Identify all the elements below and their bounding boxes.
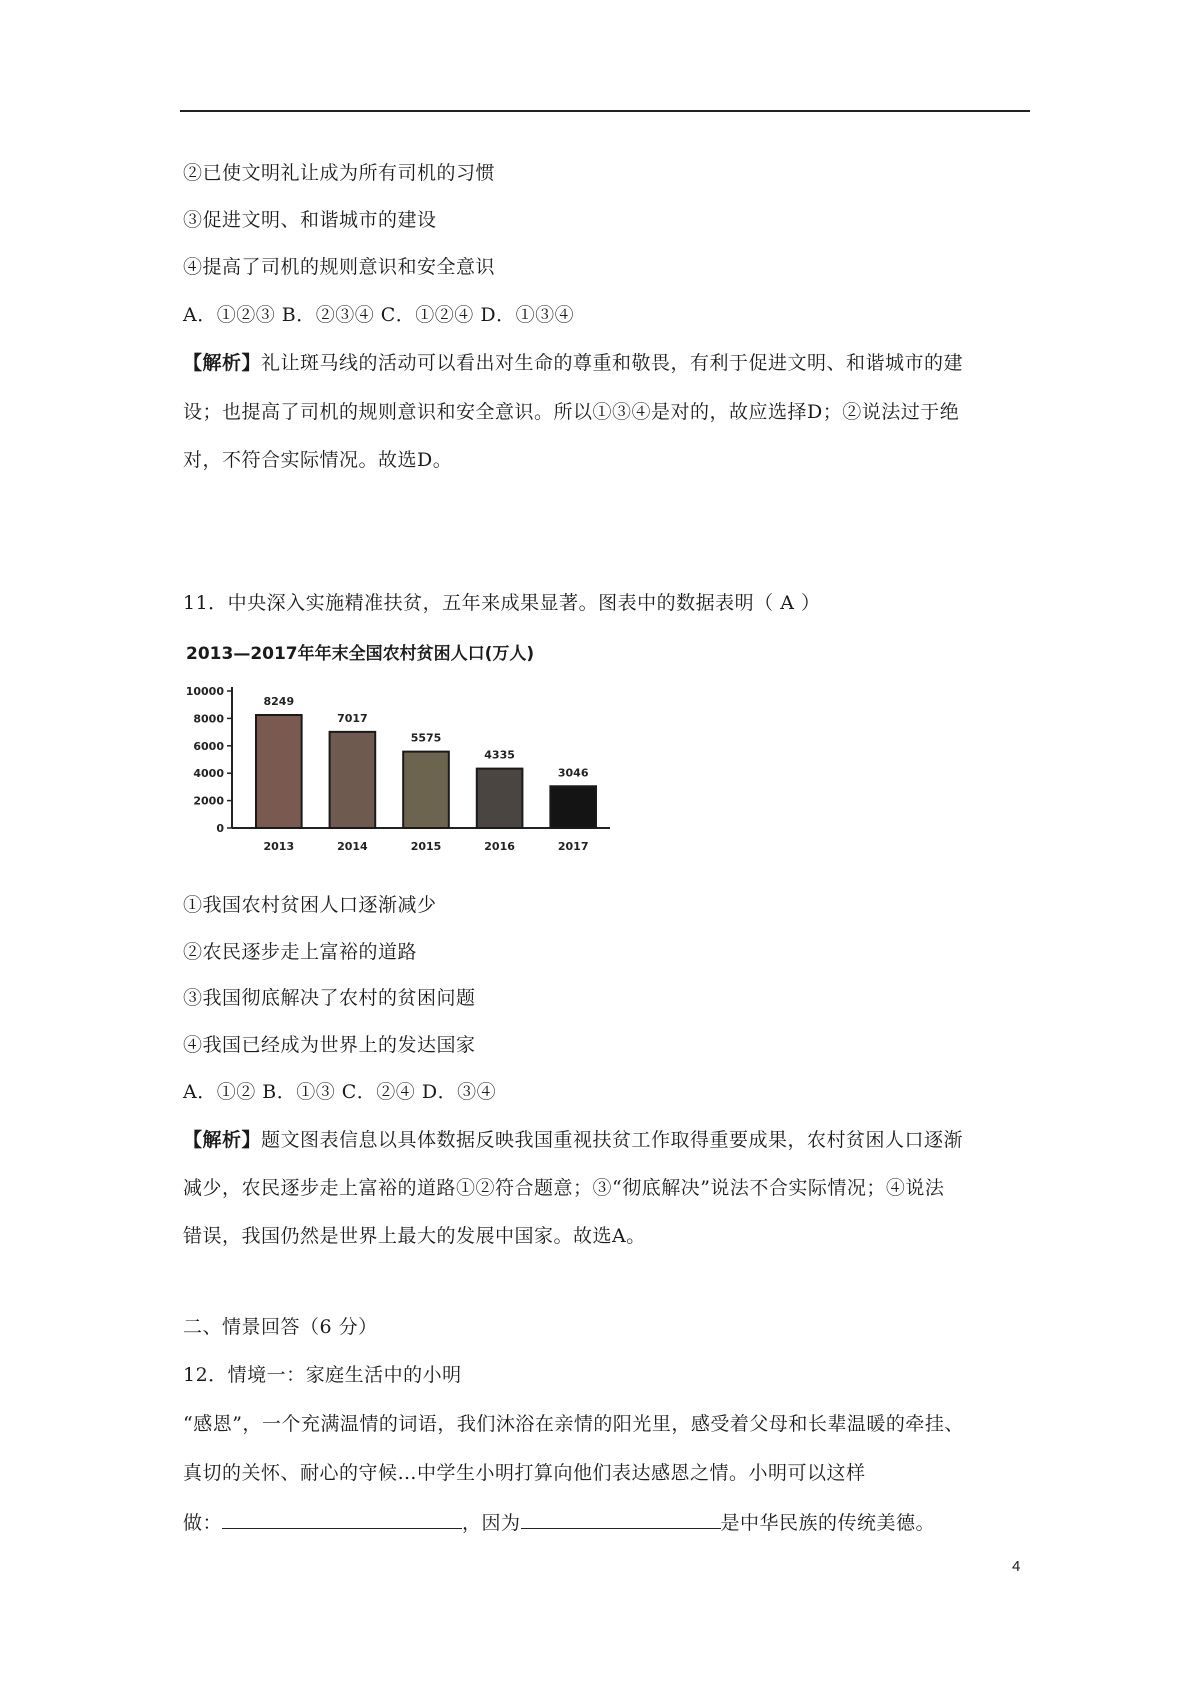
y-tick-label: 4000 [193, 767, 224, 781]
x-tick-label: 2015 [410, 840, 442, 853]
bar-value-label: 4335 [484, 748, 515, 762]
y-tick-label: 0 [216, 822, 224, 835]
answer-blank-2[interactable] [521, 1508, 721, 1529]
bar [403, 752, 449, 828]
x-tick-label: 2013 [263, 840, 295, 853]
bar [550, 786, 596, 828]
bar-value-label: 7017 [337, 711, 368, 725]
option-3-text: ③我国彻底解决了农村的贫困问题 [183, 987, 476, 1009]
y-tick-label: 8000 [193, 712, 224, 726]
section-heading: 二、情景回答（6 分） [183, 1316, 378, 1338]
answer-choices: A．①② B．①③ C．②④ D．③④ [183, 1081, 497, 1103]
y-tick-label: 10000 [185, 685, 224, 698]
bar-value-label: 8249 [263, 694, 295, 708]
analysis-line-3: 对，不符合实际情况。故选D。 [183, 449, 453, 471]
option-4-text: ④我国已经成为世界上的发达国家 [183, 1034, 476, 1056]
option-4-text: ④提高了司机的规则意识和安全意识 [183, 256, 496, 278]
analysis-line-2: 减少，农民逐步走上富裕的道路①②符合题意；③“彻底解决”说法不合实际情况；④说法 [183, 1177, 945, 1199]
option-3-text: ③促进文明、和谐城市的建设 [183, 209, 437, 231]
analysis-line-3: 错误，我国仍然是世界上最大的发展中国家。故选A。 [183, 1225, 646, 1247]
question-12: 12．情境一：家庭生活中的小明 [183, 1364, 462, 1386]
question-11: 11．中央深入实施精准扶贫，五年来成果显著。图表中的数据表明（ A ） [183, 592, 821, 614]
scenario-line-3: 做： ，因为 是中华民族的传统美德。 [183, 1508, 935, 1535]
analysis-label: 【解析】 [183, 352, 262, 374]
poverty-bar-chart [180, 633, 620, 863]
option-1-text: ①我国农村贫困人口逐渐减少 [183, 894, 437, 916]
bar-value-label: 3046 [557, 766, 589, 780]
bar [256, 715, 302, 828]
answer-blank-1[interactable] [222, 1508, 462, 1529]
option-2-text: ②农民逐步走上富裕的道路 [183, 941, 418, 963]
y-tick-label: 2000 [193, 794, 224, 808]
bar [330, 732, 376, 828]
option-2-text: ②已使文明礼让成为所有司机的习惯 [183, 162, 496, 184]
answer-choices: A．①②③ B．②③④ C．①②④ D．①③④ [183, 304, 575, 326]
bar-value-label: 5575 [410, 731, 442, 745]
header-rule [180, 110, 1030, 112]
y-tick-label: 6000 [193, 739, 224, 753]
x-tick-label: 2017 [557, 840, 589, 853]
scenario-line-2: 真切的关怀、耐心的守候…中学生小明打算向他们表达感恩之情。小明可以这样 [183, 1462, 866, 1484]
scenario-line-1: “感恩”，一个充满温情的词语，我们沐浴在亲情的阳光里，感受着父母和长辈温暖的牵挂、 [183, 1413, 964, 1435]
x-tick-label: 2014 [337, 840, 368, 853]
bar [477, 769, 523, 828]
x-tick-label: 2016 [484, 840, 515, 853]
analysis-line-1: 【解析】题文图表信息以具体数据反映我国重视扶贫工作取得重要成果，农村贫困人口逐渐 [183, 1129, 964, 1151]
chart-title: 2013—2017年年末全国农村贫困人口(万人) [186, 644, 535, 664]
analysis-line-2: 设；也提高了司机的规则意识和安全意识。所以①③④是对的，故应选择D；②说法过于绝 [183, 401, 960, 423]
analysis-line-1: 【解析】礼让斑马线的活动可以看出对生命的尊重和敬畏，有利于促进文明、和谐城市的建 [183, 352, 964, 374]
chart-plot-area [186, 685, 610, 853]
page-number: 4 [1012, 1558, 1021, 1575]
analysis-label: 【解析】 [183, 1129, 262, 1151]
